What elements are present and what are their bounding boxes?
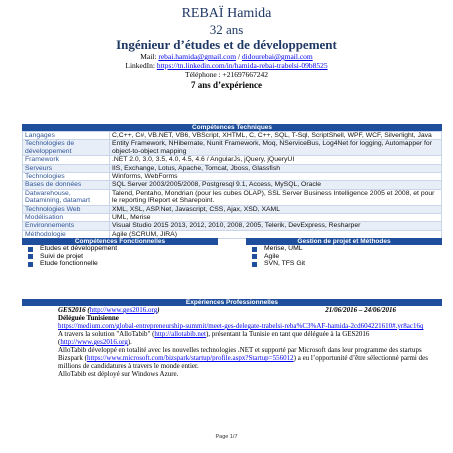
management-item xyxy=(246,253,442,261)
square-bullet-icon xyxy=(28,254,33,259)
skills-row xyxy=(23,156,442,164)
functional-item xyxy=(22,253,218,261)
square-bullet-icon xyxy=(28,262,33,267)
experience-paragraph-2 xyxy=(58,346,432,370)
skill-values: XML, XSL, ASP.Net, Javascript, CSS, Ajax, XSD, XAML xyxy=(110,205,442,213)
functional-item-label: Etudes et développement xyxy=(40,245,118,252)
linkedin-link[interactable]: https://tn.linkedin.com/in/hamida-rebai-trabelsi-09b8525 xyxy=(156,61,328,70)
skill-values: .NET 2.0, 3.0, 3.5, 4.0, 4.5, 4.6 / AngularJs, jQuery, jQueryUI xyxy=(110,156,442,164)
experience-heading xyxy=(58,306,432,314)
skill-values: C,C++, C#, VB.NET, VB6, VBScript, XHTML, C, C++, SQL, T-Sql, ScriptShell, WPF, WCF, Silverlight, Java xyxy=(110,132,442,140)
experience-section-title: Expériences Professionnelles xyxy=(22,299,442,306)
functional-skills-title: Compétences Fonctionnelles xyxy=(22,238,218,245)
skill-values: Entity Framework, NHibernate, Nunit Framework, Moq, NServiceBus, Log4Net for logging, Automapper for object-to-object mapping xyxy=(110,140,442,156)
skill-category: Framework xyxy=(23,156,110,164)
skill-category: Datwarehouse, Datamining, datamart xyxy=(23,189,110,205)
skill-category: Technologies xyxy=(23,173,110,181)
functional-item xyxy=(22,260,218,268)
skill-category: Méthodologie xyxy=(23,230,110,238)
medium-article-link[interactable]: https://medium.com/global-entrepreneurship-summit/meet-ges-delegate-trabelsi-reba%C3%AF-hamida-2cd604221610#.yr8ac16q xyxy=(58,322,424,330)
skills-row xyxy=(23,132,442,140)
skills-row xyxy=(23,189,442,205)
mail-line xyxy=(0,52,453,61)
functional-skills xyxy=(22,238,218,268)
p1-text-b: ), présentant la Tunisie en tant que déléguée à la GES2016 ( xyxy=(58,330,370,346)
company-link[interactable]: http://www.ges2016.org xyxy=(89,306,158,314)
candidate-age: 32 ans xyxy=(209,22,244,37)
skill-values: Agile (SCRUM, JIRA) xyxy=(110,230,442,238)
skills-row xyxy=(23,173,442,181)
skill-category: Environnements xyxy=(23,222,110,230)
experience-company: GES2016 (http://www.ges2016.org) xyxy=(58,306,160,314)
experience-paragraph-1 xyxy=(58,330,432,346)
ges2016-link[interactable]: http://www.ges2016.org xyxy=(60,338,128,346)
square-bullet-icon xyxy=(252,254,257,259)
skills-row xyxy=(23,214,442,222)
p2-text-a: AlloTabib développé en totalité avec les nouvelles technologies .NET et supporté par Microsoft dans leur programme des startups Bizspark ( xyxy=(58,346,422,362)
square-bullet-icon xyxy=(252,247,257,252)
skills-table xyxy=(22,131,442,239)
skills-row xyxy=(23,205,442,213)
skill-category: Serveurs xyxy=(23,164,110,172)
skill-category: Technologies Web xyxy=(23,205,110,213)
skill-values: Visual Studio 2015 2013, 2012, 2010, 2008, 2005, Telerik, DevExpress, Resharper xyxy=(110,222,442,230)
skill-category: Bases de données xyxy=(23,181,110,189)
mail-separator: / xyxy=(236,52,242,61)
skills-section-title: Compétences Techniques xyxy=(22,124,442,131)
functional-item xyxy=(22,245,218,253)
skill-values: Winforms, WebForms xyxy=(110,173,442,181)
company-name: GES2016 xyxy=(58,306,86,314)
skill-values: Talend, Pentaho, Mondrian (pour les cubes OLAP), SSL Server Business Intelligence 2005 et 2008, et pour le reporting IReport et Sharepoint. xyxy=(110,189,442,205)
skills-row xyxy=(23,164,442,172)
functional-item-label: Etude fonctionnelle xyxy=(40,260,98,267)
candidate-name: REBAÏ Hamida xyxy=(181,6,272,21)
skills-row xyxy=(23,140,442,156)
functional-management-section xyxy=(22,238,442,284)
functional-item-label: Suivi de projet xyxy=(40,252,84,260)
p1-text-a: A travers la solution "AlloTabib" ( xyxy=(58,330,155,338)
skill-values: IIS, Exchange, Lotus, Apache, Tomcat, Jboss, Glassfish xyxy=(110,164,442,172)
skill-category: Modélisation xyxy=(23,214,110,222)
linkedin-line xyxy=(0,61,453,70)
experience-entry xyxy=(22,306,442,378)
page-number: Page 1/7 xyxy=(215,434,238,440)
experience-role: Déléguée Tunisienne xyxy=(58,314,119,322)
mail-link-2[interactable]: didourebai@gmail.com xyxy=(241,52,313,61)
skill-values: UML, Merise xyxy=(110,214,442,222)
management-item-label: SVN, TFS Git xyxy=(264,260,306,267)
phone-line: Téléphone : +21697667242 xyxy=(185,70,268,79)
skills-row xyxy=(23,181,442,189)
allotabib-link[interactable]: http://allotabib.net xyxy=(154,330,206,338)
skills-row xyxy=(23,222,442,230)
square-bullet-icon xyxy=(252,262,257,267)
square-bullet-icon xyxy=(28,247,33,252)
skill-category: Langages xyxy=(23,132,110,140)
cv-header xyxy=(0,6,453,91)
skill-values: SQL Server 2003/2005/2008, Postgresql 9.1, Access, MySQL, Oracle xyxy=(110,181,442,189)
management-item-label: Merise, UML xyxy=(264,245,303,252)
management-skills-title: Gestion de projet et Méthodes xyxy=(246,238,442,245)
management-item xyxy=(246,260,442,268)
p2-text-b: ) a eu l’opportunité d’être sélectionné parmi des millions de candidatures à travers le monde entier. xyxy=(58,354,428,370)
management-skills xyxy=(246,238,442,268)
skill-category: Technologies de développement xyxy=(23,140,110,156)
experience-link-line xyxy=(58,322,432,330)
experience-paragraph-3: AlloTabib est déployé sur Windows Azure. xyxy=(58,370,179,378)
management-item xyxy=(246,245,442,253)
mail-link-1[interactable]: rebai.hamida@gmail.com xyxy=(158,52,237,61)
candidate-role: Ingénieur d’études et de développement xyxy=(116,37,337,52)
bizspark-link[interactable]: https://www.microsoft.com/bizspark/startup/profile.aspx?Startup=556012 xyxy=(86,354,294,362)
p1-text-c: ). xyxy=(127,338,132,346)
experience-section xyxy=(22,299,442,378)
experience-years: 7 ans d’expérience xyxy=(191,80,262,90)
management-item-label: Agile xyxy=(264,252,280,260)
experience-dates: 21/06/2016 – 24/06/2016 xyxy=(325,306,396,314)
mail-label: Mail: xyxy=(140,52,159,61)
linkedin-label: LinkedIn: xyxy=(125,61,157,70)
